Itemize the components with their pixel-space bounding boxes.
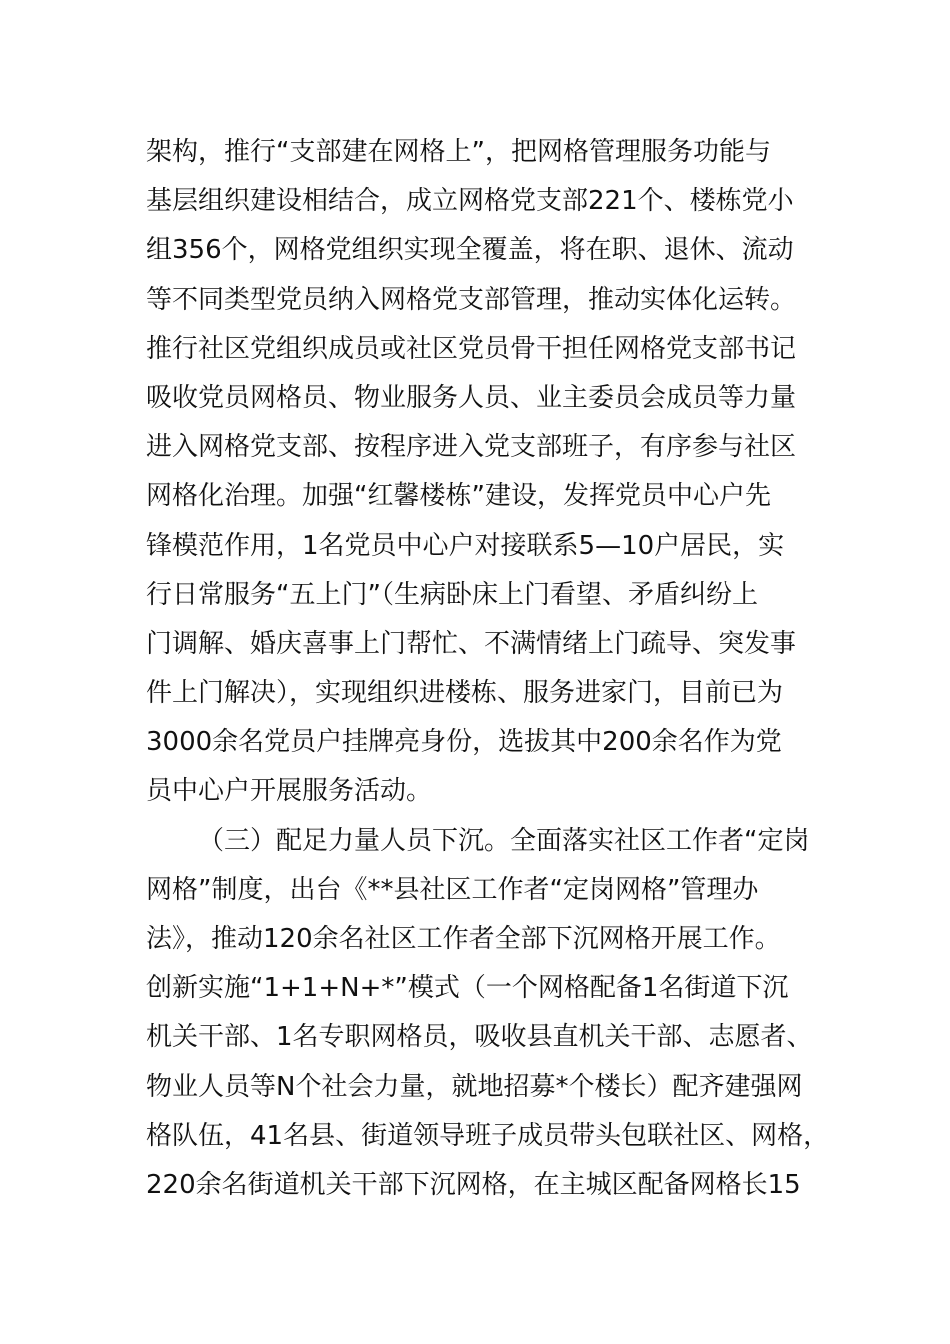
text-line: 网格化治理。加强“红馨楼栋”建设，发挥党员中心户先 bbox=[146, 481, 771, 512]
text-line: 等不同类型党员纳入网格党支部管理，推动实体化运转。 bbox=[146, 284, 797, 315]
text-line: 推行社区党组织成员或社区党员骨干担任网格党支部书记 bbox=[146, 333, 797, 364]
text-line: 件上门解决），实现组织进楼栋、服务进家门，目前已为 bbox=[146, 678, 784, 709]
text-line: 机关干部、1名专职网格员，吸收县直机关干部、志愿者、 bbox=[146, 1022, 813, 1053]
text-line: 法》，推动120余名社区工作者全部下沉网格开展工作。 bbox=[146, 924, 781, 954]
text-line: 锋模范作用，1名党员中心户对接联系5—10户居民，实 bbox=[146, 530, 785, 561]
text-line: 架构，推行“支部建在网格上”，把网格管理服务功能与 bbox=[146, 137, 771, 167]
body-text bbox=[146, 128, 830, 1210]
text-line: 基层组织建设相结合，成立网格党支部221个、楼栋党小 bbox=[146, 186, 794, 217]
text-line: 门调解、婚庆喜事上门帮忙、不满情绪上门疏导、突发事 bbox=[146, 628, 797, 659]
text-line: 220余名街道机关干部下沉网格，在主城区配备网格长15 bbox=[146, 1169, 801, 1200]
text-line: 员中心户开展服务活动。 bbox=[146, 776, 433, 807]
text-line: 网格”制度，出台《**县社区工作者“定岗网格”管理办 bbox=[146, 874, 759, 905]
text-line: 格队伍，41名县、街道领导班子成员带头包联社区、网格， bbox=[146, 1120, 830, 1151]
text-line: 进入网格党支部、按程序进入党支部班子，有序参与社区 bbox=[146, 432, 797, 463]
section-heading-line: （三）配足力量人员下沉。全面落实社区工作者“定岗 bbox=[198, 825, 810, 856]
text-line: 3000余名党员户挂牌亮身份，选拔其中200余名作为党 bbox=[146, 727, 782, 758]
text-line: 行日常服务“五上门”（生病卧床上门看望、矛盾纠纷上 bbox=[146, 579, 758, 610]
text-line: 组356个，网格党组织实现全覆盖，将在职、退休、流动 bbox=[146, 235, 794, 266]
text-line: 吸收党员网格员、物业服务人员、业主委员会成员等力量 bbox=[146, 382, 797, 413]
text-line: 创新实施“1+1+N+*”模式（一个网格配备1名街道下沉 bbox=[146, 973, 789, 1004]
text-line: 物业人员等N个社会力量，就地招募*个楼长）配齐建强网 bbox=[146, 1071, 803, 1102]
